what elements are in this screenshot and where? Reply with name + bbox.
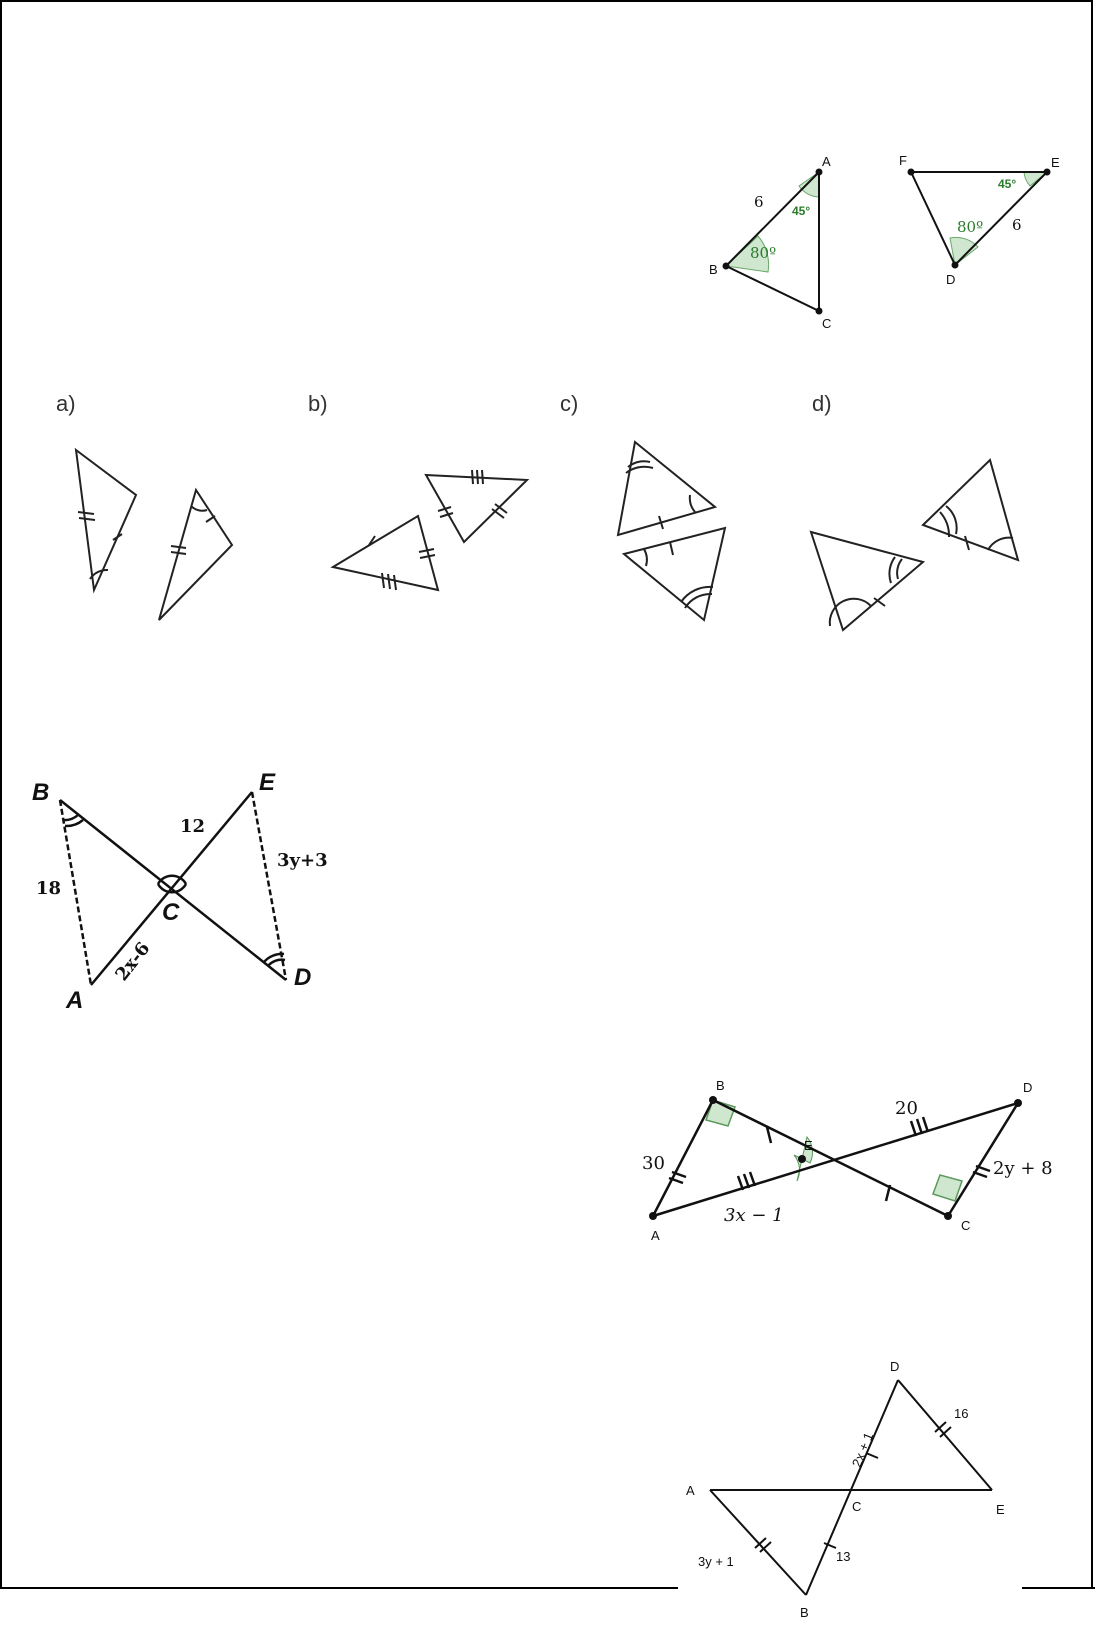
part-b-label: b) [308,391,328,416]
label-f: F [899,153,907,168]
label-b: B [709,262,718,277]
fig5-side-cb: 13 [836,1549,851,1564]
fig3-label-d: D [294,964,312,991]
fig4-label-c: C [961,1218,971,1233]
fig5-side-dc: 2x + 1 [848,1430,877,1470]
angle-d-arc [950,237,978,265]
fig4-point-c [944,1212,952,1220]
fig4-point-b [709,1096,717,1104]
label-d: D [946,272,956,287]
fig3-side-ab: 18 [36,878,62,899]
angle-b-label: 80º [750,244,777,262]
figure-bowtie-right-angles [628,1070,1088,1250]
fig4-point-a [649,1212,657,1220]
fig4-side-ab: 30 [642,1153,665,1174]
side-de-label: 6 [1012,216,1022,234]
fig5-label-c: C [852,1499,862,1514]
fig4-side-dc: 2y + 8 [993,1158,1053,1179]
part-a-triangles [76,450,232,620]
fig5-label-a: A [686,1483,695,1498]
fig4-point-e [798,1155,806,1163]
fig5-side-ab: 3y + 1 [698,1554,734,1569]
fig4-point-d [1014,1099,1022,1107]
side-ab-label: 6 [754,193,764,211]
fig3-label-e: E [259,770,276,796]
bottom-rule-left [0,1587,678,1589]
angle-e-label: 45° [998,177,1017,191]
point-a [816,169,823,176]
point-e [1044,169,1051,176]
figure-congruent-triangles-abc-def [700,150,1080,340]
label-e: E [1051,155,1060,170]
part-a-label: a) [56,391,76,416]
fig3-side-ed: 3y+3 [277,850,328,871]
fig3-label-a: A [66,987,84,1010]
fig5-label-b: B [800,1605,809,1620]
point-d [952,262,959,269]
point-f [908,169,915,176]
label-c: C [822,316,832,331]
part-d-triangles [811,460,1018,630]
fig4-side-ed: 20 [895,1098,918,1119]
fig4-label-e: E [804,1138,813,1153]
label-a: A [822,154,831,169]
figure-parts-abcd [40,430,1080,650]
point-b [723,263,730,270]
fig4-label-a: A [651,1228,660,1243]
part-b-triangles [333,470,527,590]
fig3-side-ce: 12 [180,816,206,837]
part-d-label: d) [812,391,832,416]
right-angle-c [933,1175,962,1201]
point-c [816,308,823,315]
fig3-label-b: B [32,779,50,806]
fig5-label-d: D [890,1359,900,1374]
part-c-triangles [618,442,725,620]
fig5-side-de: 16 [954,1406,969,1421]
part-c-label: c) [560,391,579,416]
fig4-side-ae: 3x − 1 [724,1205,784,1226]
fig5-label-e: E [996,1502,1005,1517]
fig3-label-c: C [162,899,180,926]
fig4-label-d: D [1023,1080,1033,1095]
figure-bowtie-bcd [28,770,348,1010]
figure-triangles-acb-dce [676,1340,1036,1620]
angle-d-label: 80º [957,218,984,236]
fig3-side-ac: 2x-6 [111,938,155,986]
angle-a-label: 45° [792,204,811,218]
fig4-label-b: B [716,1078,725,1093]
